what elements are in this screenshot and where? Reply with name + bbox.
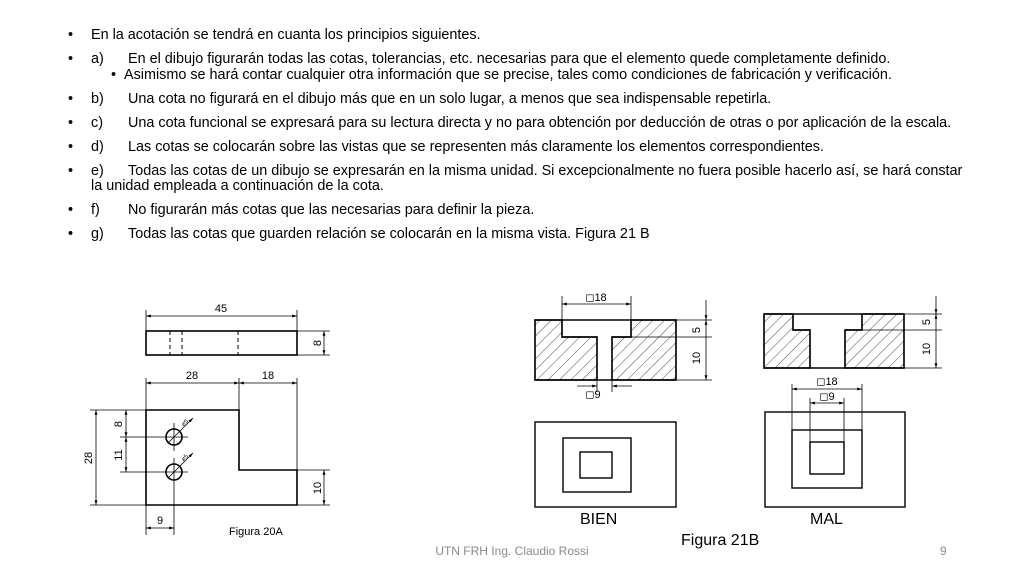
bien-dim-5-label: 5 [691, 326, 703, 334]
bullet-marker: • [68, 202, 74, 218]
dim-8-top-label: 8 [312, 339, 324, 347]
dim-45-label: 45 [214, 303, 228, 315]
bullet-text: Todas las cotas de un dibujo se expresarán en la misma unidad. Si excepcionalmente no fuera posible hacerlo así, se hará constar la unidad empleada a continuación de la cota. [91, 163, 963, 194]
bullet-tag: a) [91, 51, 104, 67]
bien-plan-view [535, 422, 676, 507]
bien-sq18-label: ◻18 [585, 292, 607, 304]
bien-section [535, 320, 676, 380]
hidden-lines [170, 331, 238, 355]
mal-dim-5-label: 5 [921, 318, 933, 326]
bullet-tag: b) [91, 91, 104, 107]
bullet-text: En la acotación se tendrá en cuanta los principios siguientes. [91, 27, 481, 43]
top-view-outline [146, 331, 297, 355]
bullet-marker: • [68, 115, 74, 131]
mal-plan-view [765, 412, 905, 507]
dim-28-h-label: 28 [185, 370, 199, 382]
mal-dim-10-label: 10 [921, 342, 933, 356]
bullet-marker: • [68, 27, 74, 43]
dim-18-label: 18 [261, 370, 275, 382]
figure-21b [520, 0, 960, 560]
hole-dim-1-label: ⌀5 [180, 418, 190, 428]
bullet-tag: c) [91, 115, 103, 131]
dim-11-label: 11 [113, 449, 125, 461]
mal-label: MAL [810, 511, 843, 528]
bullet-text: No figurarán más cotas que las necesarias para definir la pieza. [128, 202, 535, 218]
bullet-marker: • [68, 139, 74, 155]
bullet-tag: d) [91, 139, 104, 155]
mal-sq9-label: ◻9 [819, 391, 835, 403]
hole-leader-2 [168, 453, 193, 478]
dim-8-left-label: 8 [113, 420, 125, 428]
hole-dim-2-label: ⌀5 [180, 453, 190, 463]
bullet-text: Una cota no figurará en el dibujo más que en un solo lugar, a menos que sea indispensable repetirla. [128, 91, 772, 107]
bullet-tag: e) [91, 163, 104, 179]
front-view-outline [146, 410, 297, 505]
figure-20a-caption: Figura 20A [229, 526, 283, 538]
bien-dim-10-label: 10 [691, 351, 703, 365]
bullet-tag: f) [91, 202, 100, 218]
bullet-text: Todas las cotas que guarden relación se colocarán en la misma vista. Figura 21 B [128, 226, 650, 242]
bullet-text: Una cota funcional se expresará para su lectura directa y no para obtención por deducción de otras o por aplicación de la escala. [128, 115, 952, 131]
dim-28-v-label: 28 [83, 451, 95, 465]
bullet-marker: • [68, 51, 74, 67]
mal-sq18-label: ◻18 [816, 376, 838, 388]
page-number: 9 [940, 544, 947, 558]
bullet-text: Asimismo se hará contar cualquier otra información que se precise, tales como condiciones de fabricación y verificación. [124, 67, 892, 83]
bullet-marker: • [111, 67, 117, 83]
figure-20a [0, 0, 520, 545]
bullet-marker: • [68, 91, 74, 107]
bullet-marker: • [68, 226, 74, 242]
bien-sq9-label: ◻9 [585, 389, 601, 401]
bullet-text: Las cotas se colocarán sobre las vistas que se representen más claramente los elementos correspondientes. [128, 139, 824, 155]
bullet-text: En el dibujo figurarán todas las cotas, tolerancias, etc. necesarias para que el elemento quede completamente definido. [128, 51, 891, 67]
dim-10-label: 10 [312, 481, 324, 495]
dim-9-label: 9 [156, 515, 164, 527]
footer-author: UTN FRH Ing. Claudio Rossi [435, 544, 589, 558]
hole-leader-1 [168, 418, 193, 443]
bien-label: BIEN [580, 511, 618, 528]
bullet-marker: • [68, 163, 74, 179]
bullet-tag: g) [91, 226, 104, 242]
figure-21b-caption: Figura 21B [681, 532, 760, 549]
mal-section [764, 314, 904, 368]
